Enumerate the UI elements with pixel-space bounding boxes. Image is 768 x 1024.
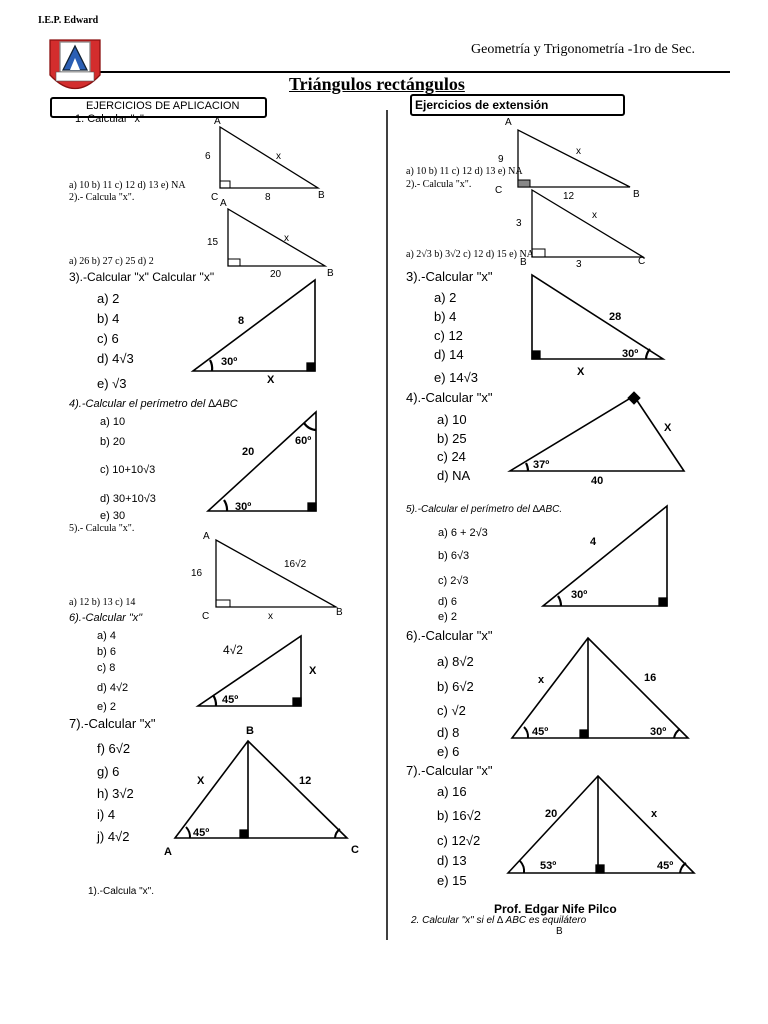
figure-left-2 bbox=[228, 209, 325, 266]
right-p4-side: X bbox=[664, 422, 672, 434]
left-p1-side: 6 bbox=[205, 151, 211, 162]
figure-left-5 bbox=[216, 540, 336, 607]
left-p4-top-angle: 60º bbox=[295, 435, 312, 447]
right-p1-hyp: x bbox=[576, 146, 581, 157]
left-p4-angle: 30º bbox=[235, 501, 252, 513]
left-p2-side: 15 bbox=[207, 237, 219, 248]
left-p7-opt-h: h) 3√2 bbox=[97, 786, 134, 801]
left-p7-label-c: C bbox=[351, 844, 359, 856]
final-prompt: 2. Calcular "x" si el ∆ ABC es equilátero bbox=[411, 915, 587, 926]
right-p5-opt-c: c) 2√3 bbox=[438, 575, 469, 587]
right-section-label: Ejercicios de extensión bbox=[415, 98, 549, 112]
left-p1-label-b: B bbox=[318, 190, 325, 201]
figure-left-3 bbox=[193, 280, 315, 371]
figure-left-4 bbox=[208, 412, 316, 511]
right-p6-angle-l: 45º bbox=[532, 726, 549, 738]
right-p6-opt-a: a) 8√2 bbox=[437, 654, 474, 669]
left-p2-label-b: B bbox=[327, 268, 334, 279]
left-p3-opt-d: d) 4√3 bbox=[97, 351, 134, 366]
right-p3-base: X bbox=[577, 366, 585, 378]
left-p5-label-b: B bbox=[336, 607, 343, 618]
right-p7-angle-r: 45º bbox=[657, 860, 674, 872]
left-p6-opt-d: d) 4√2 bbox=[97, 682, 129, 694]
left-footer-prompt: 1).-Calcula "x". bbox=[88, 886, 155, 897]
left-p1-label-c: C bbox=[211, 192, 219, 203]
course-title: Geometría y Trigonometría -1ro de Sec. bbox=[471, 42, 695, 57]
left-p5-options: a) 12 b) 13 c) 14 bbox=[69, 597, 136, 608]
page-title: Triángulos rectángulos bbox=[289, 74, 465, 94]
left-p5-prompt: 5).- Calcula "x". bbox=[69, 523, 135, 534]
right-p4-angle: 37º bbox=[533, 459, 550, 471]
left-p7-opt-g: g) 6 bbox=[97, 764, 120, 779]
final-label-b: B bbox=[556, 926, 563, 937]
left-p4-opt-c: c) 10+10√3 bbox=[100, 464, 156, 476]
right-p7-opt-c: c) 12√2 bbox=[437, 833, 481, 848]
left-p6-opt-b: b) 6 bbox=[97, 646, 116, 658]
left-p3-hyp: 8 bbox=[238, 315, 245, 327]
left-p3-prompt: 3).-Calcular "x" Calcular "x" bbox=[69, 270, 215, 284]
right-p5-opt-a: a) 6 + 2√3 bbox=[438, 527, 488, 539]
left-p2-label-a: A bbox=[220, 198, 227, 209]
right-p5-opt-d: d) 6 bbox=[438, 596, 457, 608]
right-p5-angle: 30º bbox=[571, 589, 588, 601]
left-p1-prompt: 1. Calcular "x" bbox=[75, 113, 144, 125]
right-p4-prompt: 4).-Calcular "x" bbox=[406, 390, 493, 405]
right-p5-hyp: 4 bbox=[590, 536, 597, 548]
school-logo bbox=[50, 40, 100, 89]
left-p6-opt-e: e) 2 bbox=[97, 701, 116, 713]
left-p7-right: 12 bbox=[299, 775, 312, 787]
left-p7-opt-f: f) 6√2 bbox=[97, 741, 131, 756]
left-p1-hyp: x bbox=[276, 151, 281, 162]
right-p6-angle-r: 30º bbox=[650, 726, 667, 738]
right-p5-prompt: 5).-Calcular el perímetro del ∆ABC. bbox=[406, 504, 563, 515]
right-p3-opt-c: c) 12 bbox=[434, 328, 463, 343]
right-section-box bbox=[410, 94, 625, 116]
right-p2-options: a) 2√3 b) 3√2 c) 12 d) 15 e) NA bbox=[406, 249, 534, 260]
left-p7-angle: 45º bbox=[193, 827, 210, 839]
right-p6-opt-b: b) 6√2 bbox=[437, 679, 474, 694]
left-p5-label-a: A bbox=[203, 531, 210, 542]
left-p6-opt-a: a) 4 bbox=[97, 630, 116, 642]
left-p3-angle: 30º bbox=[221, 356, 238, 368]
left-p6-side: X bbox=[309, 665, 317, 677]
left-p4-opt-b: b) 20 bbox=[100, 436, 126, 448]
right-p4-opt-b: b) 25 bbox=[437, 431, 467, 446]
right-p6-opt-d: d) 8 bbox=[437, 725, 460, 740]
right-p7-prompt: 7).-Calcular "x" bbox=[406, 763, 493, 778]
right-p1-options: a) 10 b) 11 c) 12 d) 13 e) NA bbox=[406, 166, 523, 177]
right-p2-prompt: 2).- Calcula "x". bbox=[406, 179, 472, 190]
left-p3-base: X bbox=[267, 374, 275, 386]
right-p2-hyp: x bbox=[592, 210, 597, 221]
right-p7-angle-l: 53º bbox=[540, 860, 557, 872]
figure-left-6 bbox=[198, 636, 301, 706]
left-p7-opt-j: j) 4√2 bbox=[97, 829, 130, 844]
right-p7-opt-d: d) 13 bbox=[437, 853, 467, 868]
figure-left-1 bbox=[220, 127, 318, 188]
right-p2-side: 3 bbox=[516, 218, 522, 229]
right-p3-opt-e: e) 14√3 bbox=[434, 370, 478, 385]
left-p6-angle: 45º bbox=[222, 694, 239, 706]
right-p6-left: x bbox=[538, 674, 545, 686]
figure-right-2 bbox=[532, 190, 643, 257]
right-p3-opt-b: b) 4 bbox=[434, 309, 457, 324]
figure-right-7 bbox=[508, 776, 694, 873]
figure-right-5 bbox=[543, 506, 667, 606]
left-p4-hyp: 20 bbox=[242, 446, 255, 458]
left-p2-base: 20 bbox=[270, 269, 282, 280]
left-p5-base: x bbox=[268, 611, 273, 622]
right-p7-opt-e: e) 15 bbox=[437, 873, 467, 888]
left-p3-opt-a: a) 2 bbox=[97, 291, 120, 306]
right-p3-opt-d: d) 14 bbox=[434, 347, 464, 362]
right-p6-right: 16 bbox=[644, 672, 657, 684]
left-p6-hyp: 4√2 bbox=[223, 643, 243, 657]
right-p6-opt-e: e) 6 bbox=[437, 744, 460, 759]
left-p3-opt-e: e) √3 bbox=[97, 376, 127, 391]
left-p6-opt-c: c) 8 bbox=[97, 662, 116, 674]
right-p7-left: 20 bbox=[545, 808, 558, 820]
right-p2-base: 3 bbox=[576, 259, 582, 270]
figure-left-7 bbox=[175, 741, 347, 838]
right-p3-hyp: 28 bbox=[609, 311, 622, 323]
right-p2-label-b: B bbox=[520, 257, 527, 268]
left-p2-options: a) 26 b) 27 c) 25 d) 2 bbox=[69, 256, 154, 267]
right-p4-opt-c: c) 24 bbox=[437, 449, 466, 464]
left-p4-opt-e: e) 30 bbox=[100, 510, 126, 522]
left-p7-label-b: B bbox=[246, 725, 254, 737]
right-p6-opt-c: c) √2 bbox=[437, 703, 466, 718]
left-section-label: EJERCICIOS DE APLICACION bbox=[86, 100, 240, 112]
figure-right-6 bbox=[512, 638, 688, 738]
left-p7-prompt: 7).-Calcular "x" bbox=[69, 716, 156, 731]
right-p3-angle: 30º bbox=[622, 348, 639, 360]
right-p1-base: 12 bbox=[563, 191, 575, 202]
left-p4-opt-d: d) 30+10√3 bbox=[100, 493, 156, 505]
right-p1-side: 9 bbox=[498, 154, 504, 165]
figure-right-3 bbox=[532, 275, 663, 359]
left-p5-label-c: C bbox=[202, 611, 210, 622]
right-p6-prompt: 6).-Calcular "x" bbox=[406, 628, 493, 643]
left-p6-prompt: 6).-Calcular "x" bbox=[69, 612, 143, 624]
left-p2-prompt: 2).- Calcula "x". bbox=[69, 192, 135, 203]
left-p1-options: a) 10 b) 11 c) 12 d) 13 e) NA bbox=[69, 180, 186, 191]
right-p5-opt-b: b) 6√3 bbox=[438, 550, 470, 562]
right-p4-opt-a: a) 10 bbox=[437, 412, 467, 427]
left-p7-opt-i: i) 4 bbox=[97, 807, 116, 822]
left-p2-hyp: x bbox=[284, 233, 289, 244]
right-p7-opt-b: b) 16√2 bbox=[437, 808, 481, 823]
right-p4-base: 40 bbox=[591, 475, 604, 487]
right-p1-label-a: A bbox=[505, 117, 512, 128]
left-p7-label-a: A bbox=[164, 846, 172, 858]
right-p5-opt-e: e) 2 bbox=[438, 611, 457, 623]
left-p7-left: X bbox=[197, 775, 205, 787]
right-p7-opt-a: a) 16 bbox=[437, 784, 467, 799]
left-p4-opt-a: a) 10 bbox=[100, 416, 126, 428]
school-name: I.E.P. Edward bbox=[38, 15, 99, 26]
author-name: Prof. Edgar Nife Pilco bbox=[494, 902, 617, 916]
logo-text: EDWARD bbox=[63, 74, 81, 79]
right-p1-label-b: B bbox=[633, 189, 640, 200]
left-p1-label-a: A bbox=[214, 116, 221, 127]
left-p3-opt-b: b) 4 bbox=[97, 311, 120, 326]
figure-right-1 bbox=[518, 130, 630, 187]
left-p3-opt-c: c) 6 bbox=[97, 331, 119, 346]
right-p3-prompt: 3).-Calcular "x" bbox=[406, 269, 493, 284]
right-p3-opt-a: a) 2 bbox=[434, 290, 457, 305]
left-p1-base: 8 bbox=[265, 192, 271, 203]
right-p1-label-c: C bbox=[495, 185, 503, 196]
right-p4-opt-d: d) NA bbox=[437, 468, 471, 483]
left-p4-prompt: 4).-Calcular el perímetro del ∆ABC bbox=[69, 398, 238, 410]
left-p5-hyp: 16√2 bbox=[284, 559, 307, 570]
left-p5-side: 16 bbox=[191, 568, 203, 579]
right-p7-right: x bbox=[651, 808, 658, 820]
right-p2-label-c: C bbox=[638, 256, 646, 267]
